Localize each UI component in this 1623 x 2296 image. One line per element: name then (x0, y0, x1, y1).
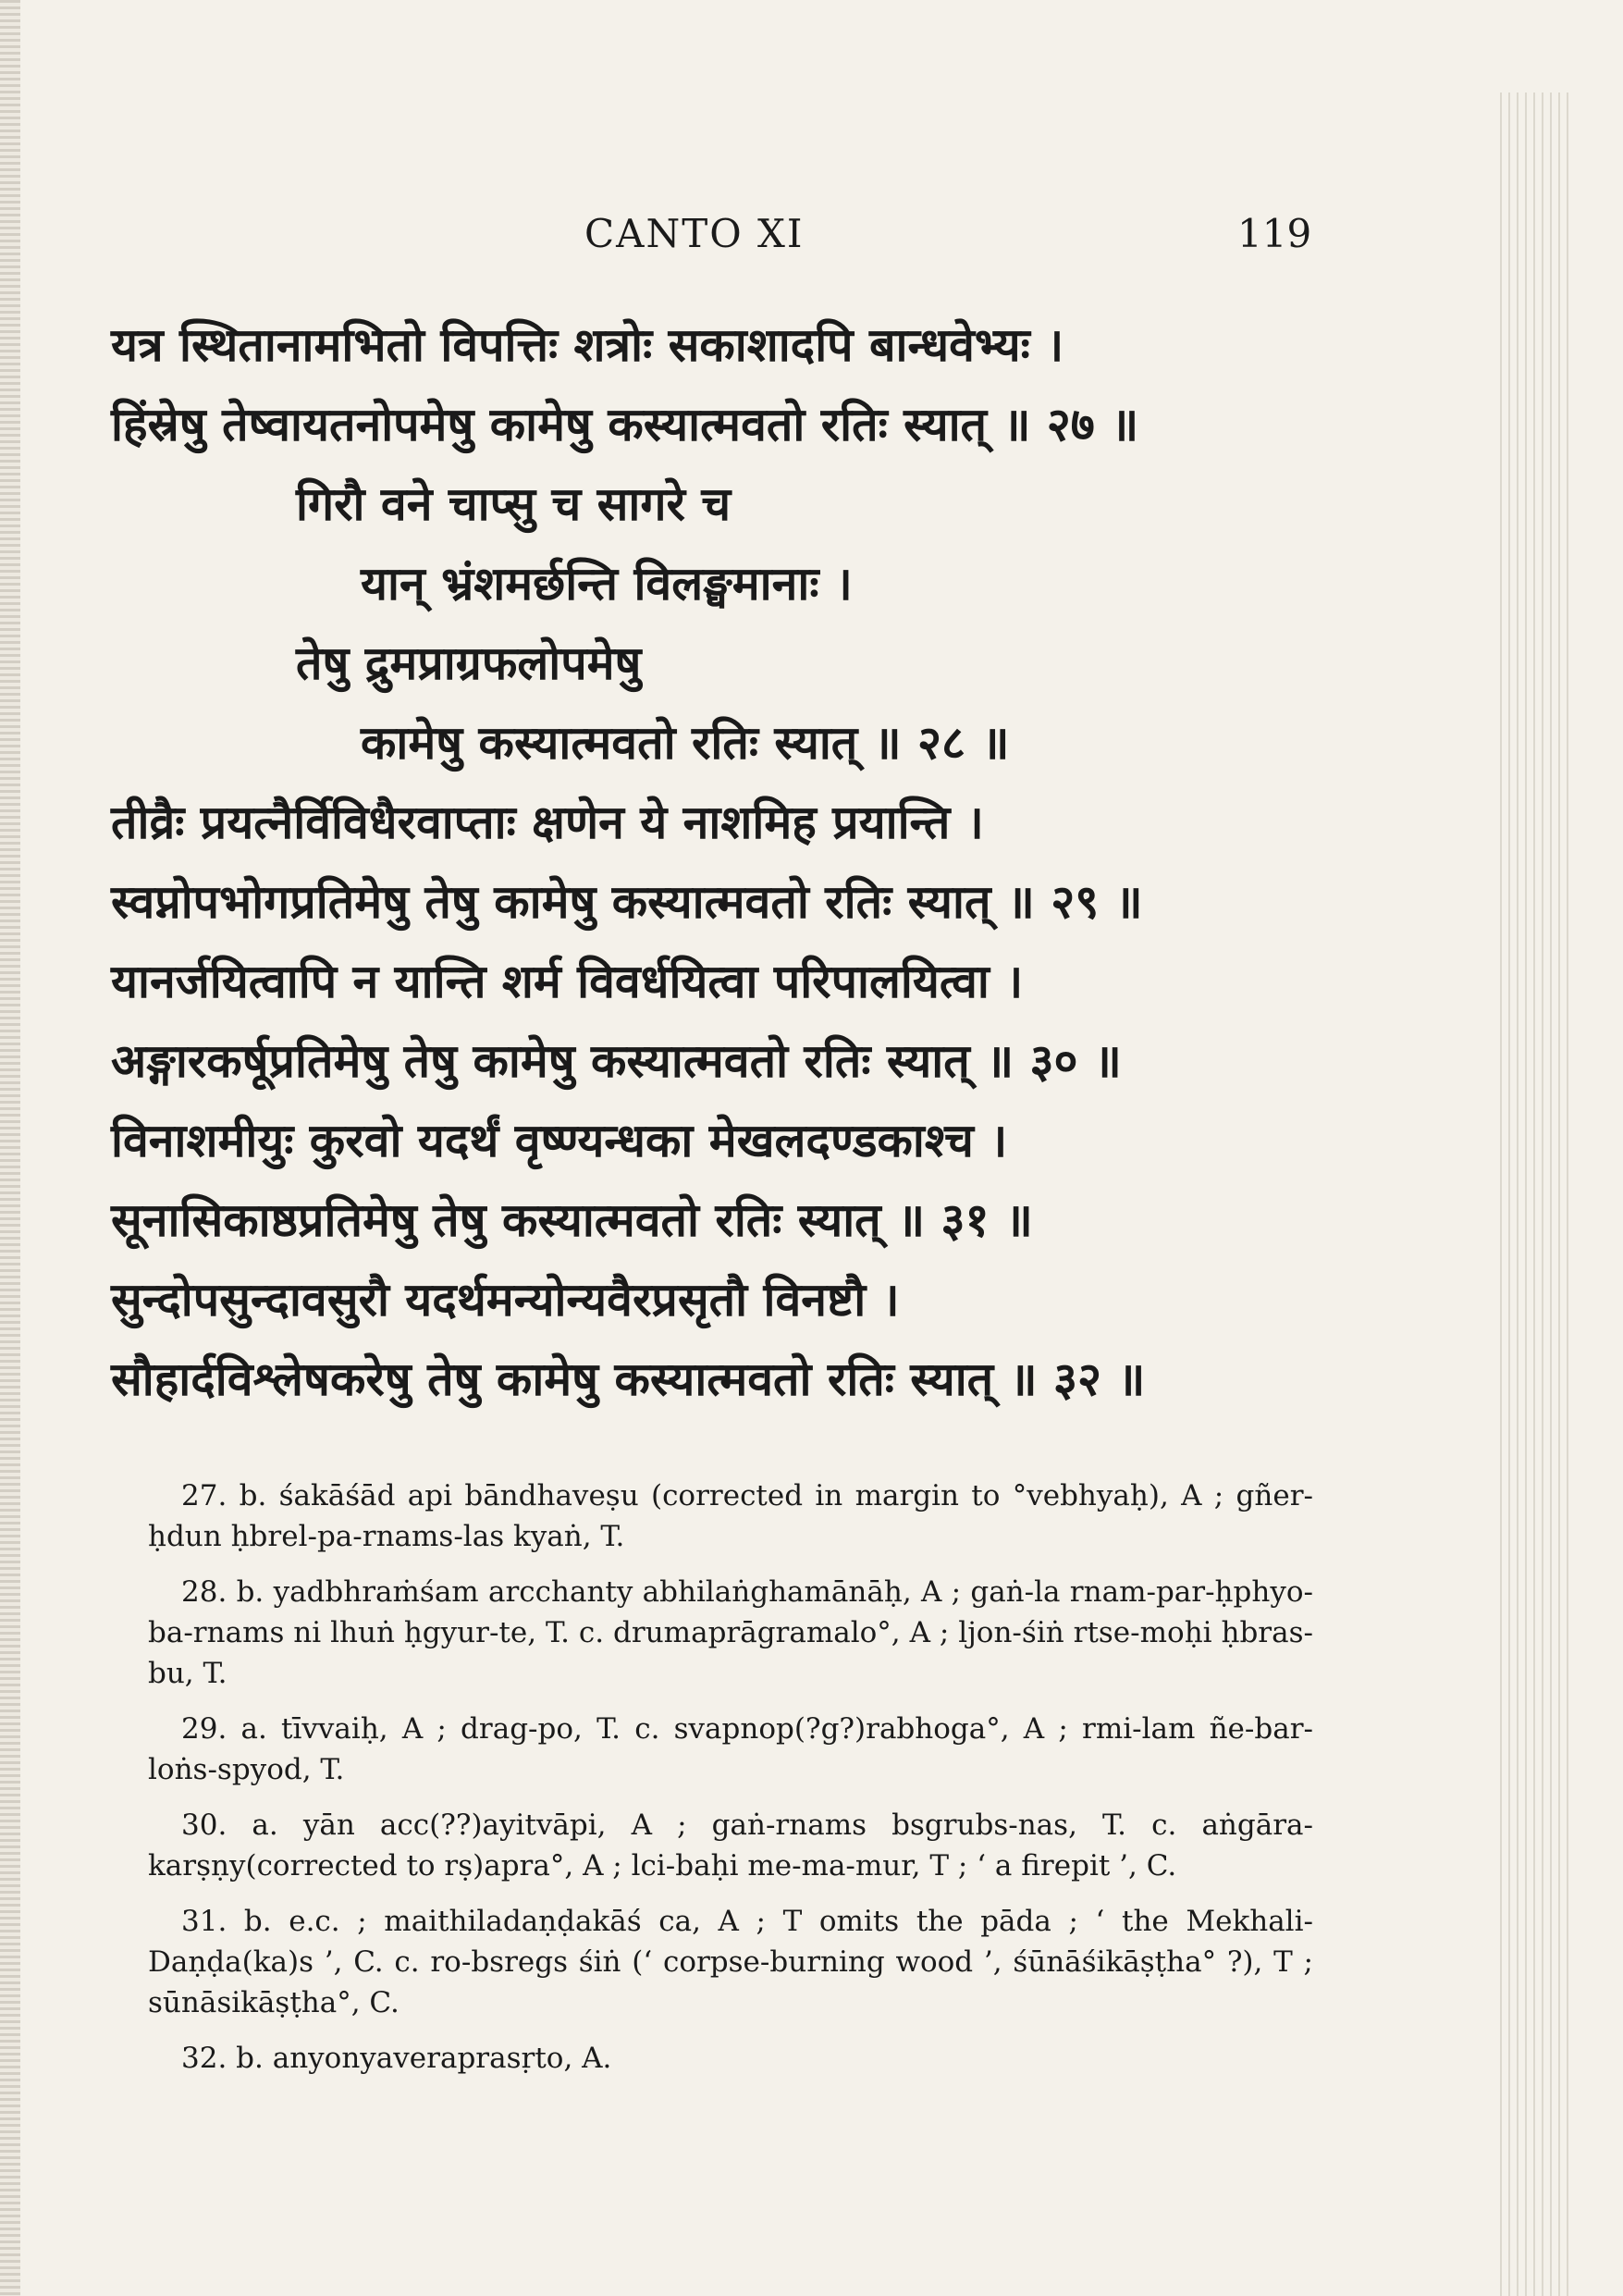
scan-binding-edge (1500, 93, 1572, 2296)
verse-line: तेषु द्रुमप्राग्रफलोपमेषु (296, 636, 642, 690)
note-29: 29. a. tīvvaiḥ, A ; drag-po, T. c. svapnop(?g?)rabhoga°, A ; rmi-lam ñe-bar-loṅs-spyod, T. (148, 1712, 1313, 1786)
verse-line: यानर्जयित्वापि न यान्ति शर्म विवर्धयित्वा परिपालयित्वा । (111, 955, 1024, 1008)
scan-left-edge (0, 0, 20, 2296)
verse-line: विनाशमीयुः कुरवो यदर्थं वृष्ण्यन्धका मेखलदण्डकाश्च । (111, 1114, 1008, 1167)
verse-line: यान् भ्रंशमर्छन्ति विलङ्घमानाः । (361, 557, 853, 611)
verse-line: सुन्दोपसुन्दावसुरौ यदर्थमन्योन्यवैरप्रसृतौ विनष्टौ । (111, 1273, 900, 1327)
critical-notes (148, 1475, 1313, 2093)
verse-line: यत्र स्थितानामभितो विपत्तिः शत्रोः सकाशादपि बान्धवेभ्यः । (111, 318, 1064, 372)
verse-line: कामेषु कस्यात्मवतो रतिः स्यात् ॥ २८ ॥ (361, 716, 1010, 770)
verse-line: सूनासिकाष्ठप्रतिमेषु तेषु कस्यात्मवतो रतिः स्यात् ॥ ३१ ॥ (111, 1193, 1033, 1247)
verse-line: अङ्गारकर्षूप्रतिमेषु तेषु कामेषु कस्यात्मवतो रतिः स्यात् ॥ ३० ॥ (111, 1034, 1122, 1088)
page-number: 119 (1237, 211, 1312, 256)
verse-line: स्वप्नोपभोगप्रतिमेषु तेषु कामेषु कस्यात्मवतो रतिः स्यात् ॥ २९ ॥ (111, 875, 1143, 929)
note-28: 28. b. yadbhraṁśam arcchanty abhilaṅghamānāḥ, A ; gaṅ-la rnam-par-ḥphyo-ba-rnams ni lhuṅ ḥgyur-te, T. c. drumaprāgramalo°, A ; ljon-śiṅ rtse-moḥi ḥbras-bu, T. (148, 1575, 1313, 1690)
note-27: 27. b. śakāśād api bāndhaveṣu (corrected in margin to °vebhyaḥ), A ; gñer-ḥdun ḥbrel-pa-rnams-las kyaṅ, T. (148, 1479, 1313, 1553)
page-header (0, 211, 1623, 266)
note-32: 32. b. anyonyaveraprasṛto, A. (181, 2042, 612, 2075)
note-30: 30. a. yān acc(??)ayitvāpi, A ; gaṅ-rnams bsgrubs-nas, T. c. aṅgāra-karṣṇy(corrected to rṣ)apra°, A ; lci-baḥi me-ma-mur, T ; ‘ a firepit ’, C. (148, 1808, 1313, 1882)
note-31: 31. b. e.c. ; maithiladaṇḍakāś ca, A ; T omits the pāda ; ‘ the Mekhali-Daṇḍa(ka)s ’, C. c. ro-bsregs śiṅ (‘ corpse-burning wood ’, śūnāśikāṣṭha° ?), T ; sūnāsikāṣṭha°, C. (148, 1905, 1313, 2019)
verse-line: गिरौ वने चाप्सु च सागरे च (296, 477, 732, 531)
verse-line: तीव्रैः प्रयत्नैर्विविधैरवाप्ताः क्षणेन ये नाशमिह प्रयान्ति । (111, 796, 984, 849)
running-head: CANTO XI (584, 211, 805, 256)
verse-line: हिंस्रेषु तेष्वायतनोपमेषु कामेषु कस्यात्मवतो रतिः स्यात् ॥ २७ ॥ (111, 398, 1139, 451)
verse-line: सौहार्दविश्लेषकरेषु तेषु कामेषु कस्यात्मवतो रतिः स्यात् ॥ ३२ ॥ (111, 1352, 1146, 1406)
